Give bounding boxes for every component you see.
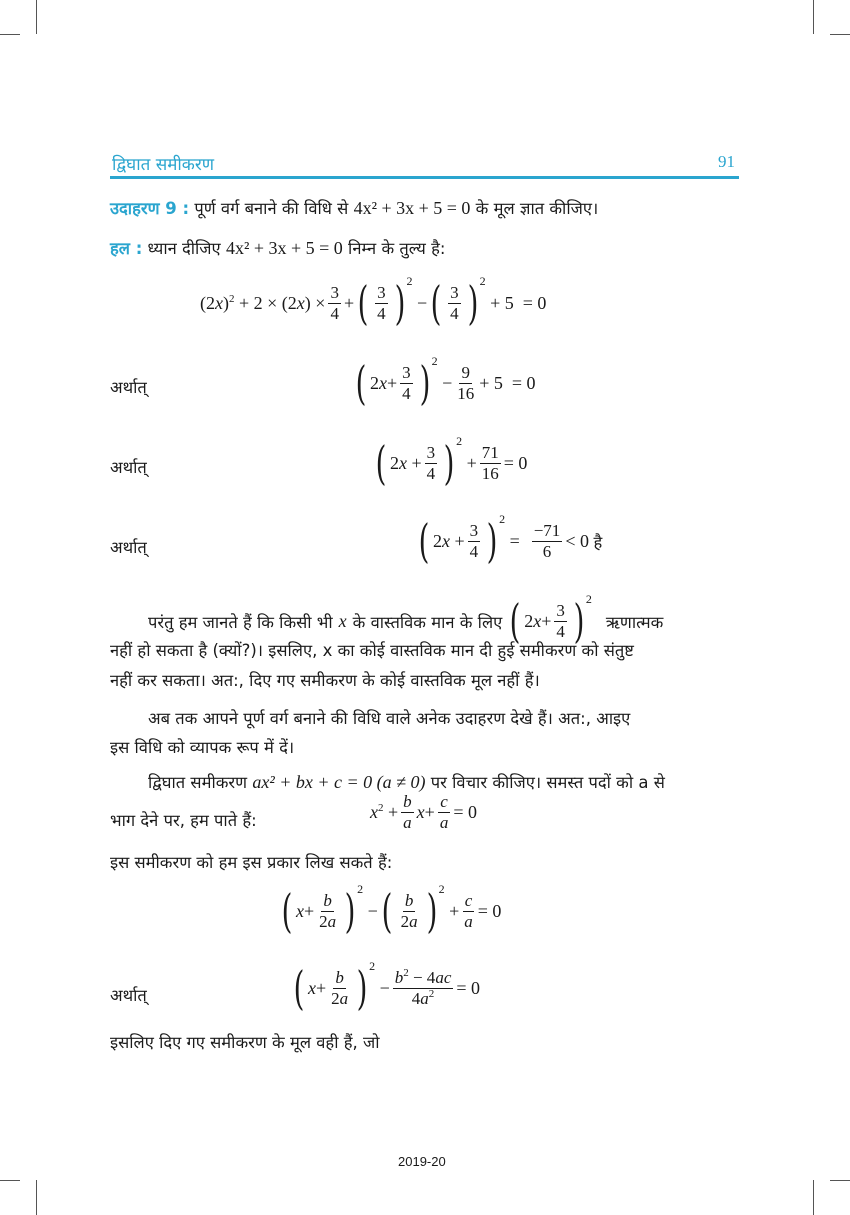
final-line: इसलिए दिए गए समीकरण के मूल वही हैं, जो [110,1033,380,1052]
para3-line2: भाग देने पर, हम पाते हैं: [110,811,257,830]
para2-line1: अब तक आपने पूर्ण वर्ग बनाने की विधि वाले अनेक उदाहरण देखे हैं। अत:, आइए [148,709,631,728]
equation-6: ( x + $\frac{b}{2a}$ ) 2 − ( $\frac{b}{2a}$ ) 2 + $\frac{c}{a}$ = 0 [281,881,502,938]
para1-text-c: ऋणात्मक [605,612,664,632]
therefore-label: अर्थात् [110,378,147,397]
therefore-label: अर्थात् [110,458,147,477]
crop-mark [36,1180,37,1215]
para3-text-a: द्विघात समीकरण [148,773,248,792]
solution-equation: 4x² + 3x + 5 = 0 [225,238,343,258]
hai-word: है [593,532,603,552]
crop-mark [0,1180,20,1181]
example-equation: 4x² + 3x + 5 = 0 [353,198,471,218]
para3-line1 [148,770,665,793]
para2-line2: इस विधि को व्यापक रूप में दें। [110,738,295,757]
crop-mark [0,34,20,35]
para1-line3: नहीं कर सकता। अत:, दिए गए समीकरण के कोई वास्तविक मूल नहीं हैं। [110,671,540,690]
solution-statement [110,236,445,259]
example-statement [110,196,598,219]
solution-text-after: निम्न के तुल्य है: [348,239,446,258]
header-rule [110,176,739,179]
para1-line2: नहीं हो सकता है (क्यों?)। इसलिए, x का कोई वास्तविक मान दी हुई समीकरण को संतुष्ट [110,641,634,660]
para1-text-a: परंतु हम जानते हैं कि किसी भी [148,612,333,632]
crop-mark [830,34,850,35]
para1-text-b: के वास्तविक मान के लिए [352,612,503,632]
footer-year: 2019-20 [398,1154,446,1169]
equation-7: ( x + $\frac{b}{2a}$ ) 2 − $\frac{b^2 - 4ac}{4a^2}$ = 0 [293,958,481,1015]
example-label: उदाहरण 9 : [110,199,190,218]
solution-label: हल : [110,239,143,258]
chapter-title: द्विघात समीकरण [112,155,215,175]
equation-4: ( 2x + $\frac{3}{4}$ ) 2 = $\frac{-71}{6}$ < 0 है [418,511,603,568]
crop-mark [813,0,814,34]
general-quadratic: ax² + bx + c = 0 (a ≠ 0) [252,772,426,792]
equation-3: ( 2x + $\frac{3}{4}$ ) 2 + $\frac{71}{16}$ = 0 [375,433,528,490]
example-text-before: पूर्ण वर्ग बनाने की विधि से [194,199,349,218]
para3-line3: इस समीकरण को हम इस प्रकार लिख सकते हैं: [110,853,393,872]
crop-mark [36,0,37,34]
para3-text-b: पर विचार कीजिए। समस्त पदों को a से [430,773,665,792]
therefore-label: अर्थात् [110,986,147,1005]
page-number: 91 [718,152,735,171]
crop-mark [830,1180,850,1181]
example-text-after: के मूल ज्ञात कीजिए। [475,199,599,218]
var-x: x [338,610,347,631]
solution-text-before: ध्यान दीजिए [147,239,221,258]
equation-2: ( 2x+ $\frac{3}{4}$ ) 2 − $\frac{9}{16}$ + 5 = 0 [355,353,536,410]
equation-1: $(2x)^2 + 2 \times (2x)$ × $\frac{3}{4}$ + ( $\frac{3}{4}$ ) 2 − ( $\frac{3}{4}$ ) 2 + 5 = 0 [200,273,547,330]
therefore-label: अर्थात् [110,538,147,557]
crop-mark [813,1180,814,1215]
inline-expression: ( 2x+ $\frac{3}{4}$ ) 2 [509,591,592,648]
equation-5: $x^2$ + $\frac{b}{a}$ x + $\frac{c}{a}$ = 0 [370,792,477,832]
